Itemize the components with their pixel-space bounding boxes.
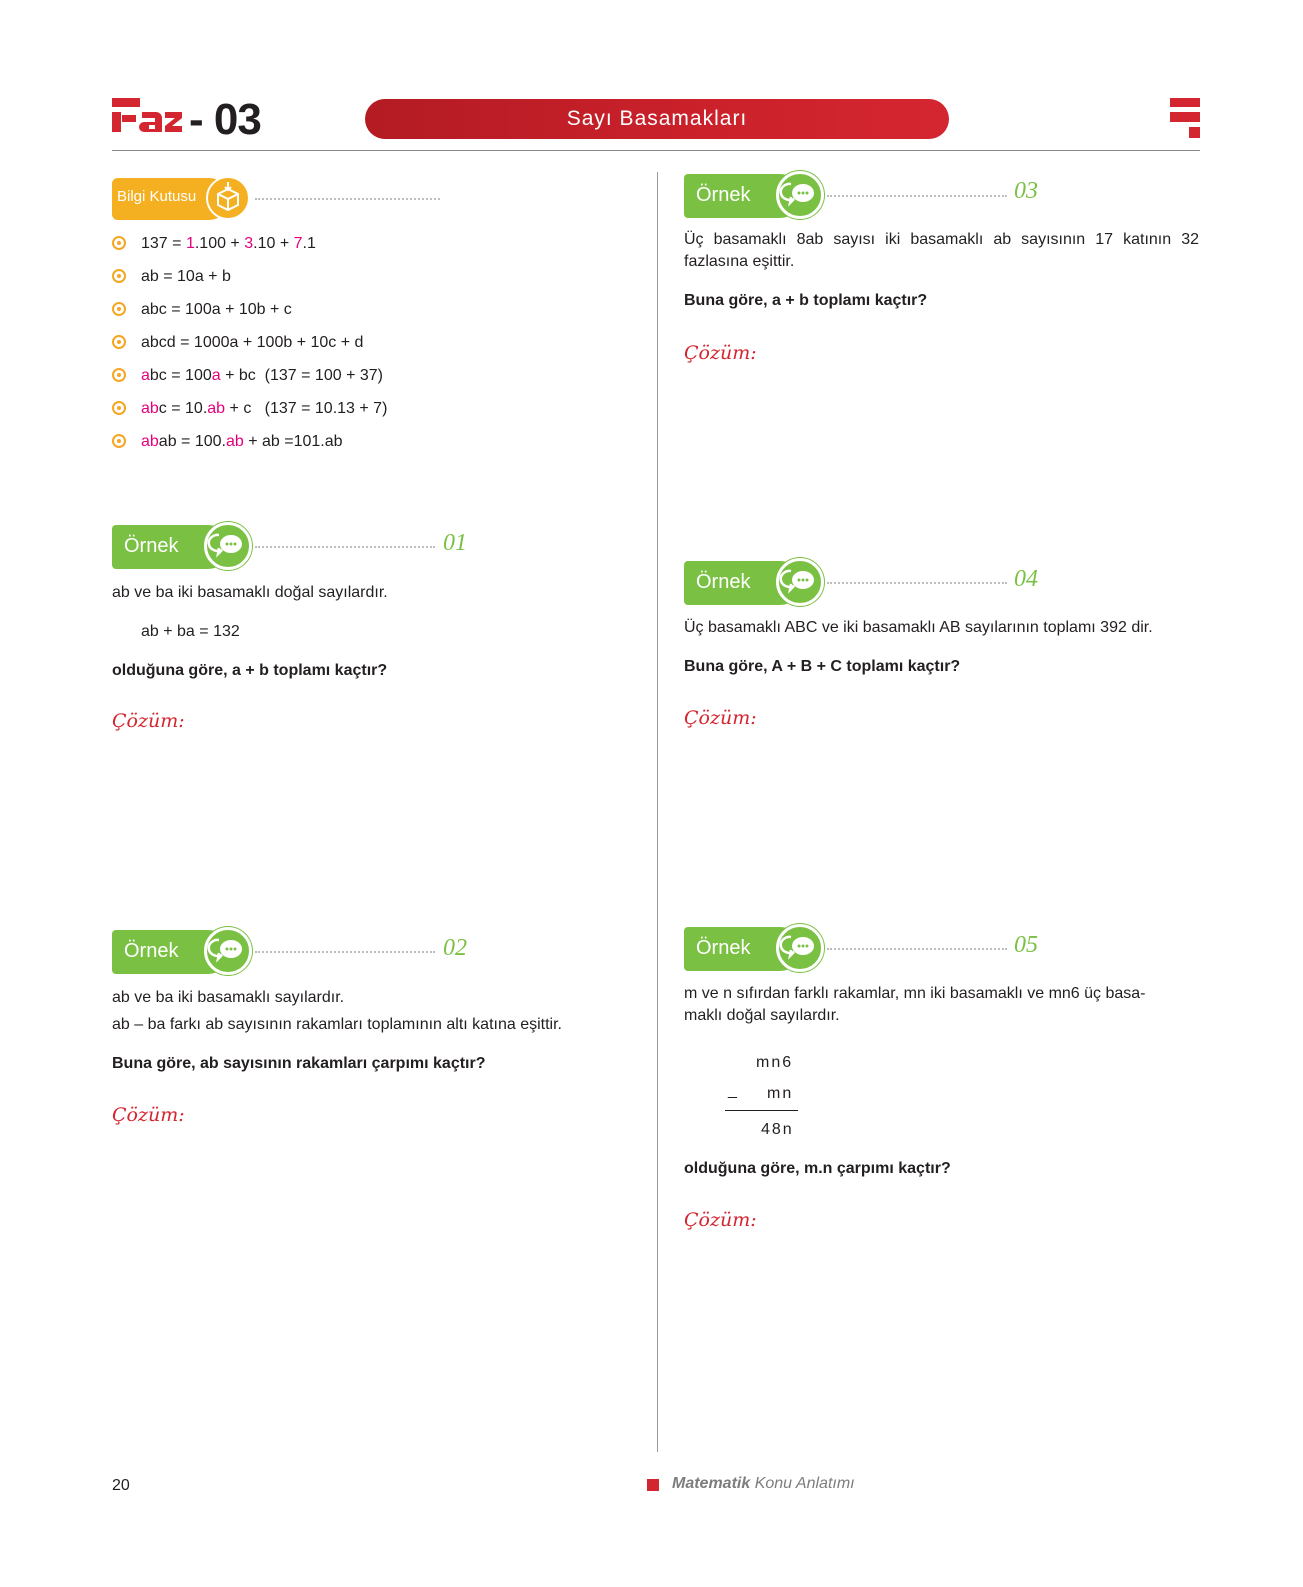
formula-text: abcd = 1000a + 100b + 10c + d — [141, 334, 364, 351]
dotted-line — [255, 951, 435, 953]
formula-text: abc = 100a + bc (137 = 100 + 37) — [141, 367, 383, 384]
cozum-label: Çözüm: — [112, 710, 185, 732]
bilgi-label: Bilgi Kutusu — [117, 188, 197, 205]
ornek-tag-02 — [112, 927, 250, 975]
example-question: Buna göre, A + B + C toplamı kaçtır? — [684, 658, 961, 675]
dotted-line — [827, 195, 1007, 197]
subtraction-middle: mn — [767, 1085, 794, 1102]
bilgi-kutusu-tag — [112, 176, 250, 222]
cozum-label: Çözüm: — [112, 1104, 185, 1126]
dotted-line — [255, 198, 440, 200]
bullet-icon — [112, 302, 126, 316]
column-divider — [657, 172, 658, 1452]
ornek-label: Örnek — [696, 571, 751, 593]
example-number: 01 — [443, 530, 467, 556]
book-title-rest: Konu Anlatımı — [750, 1475, 855, 1492]
example-question: olduğuna göre, a + b toplamı kaçtır? — [112, 662, 388, 679]
footer-square-icon — [647, 1479, 659, 1491]
ornek-tag-01 — [112, 522, 250, 570]
bullet-icon — [112, 434, 126, 448]
example-text: Üç basamaklı 8ab sayısı iki basamaklı ab sayısının 17 katının 32 fazlasına eşittir. — [684, 231, 1199, 270]
cozum-label: Çözüm: — [684, 342, 757, 364]
book-title-bold: Matematik — [672, 1475, 751, 1492]
speech-bubble-icon — [776, 171, 824, 219]
formula-text: abc = 100a + 10b + c — [141, 301, 292, 318]
bullet-icon — [112, 401, 126, 415]
formula-text: abc = 10.ab + c (137 = 10.13 + 7) — [141, 400, 388, 417]
cozum-label: Çözüm: — [684, 1209, 757, 1231]
example-text: m ve n sıfırdan farklı rakamlar, mn iki basamaklı ve mn6 üç basa- — [684, 985, 1146, 1002]
example-text: ab – ba farkı ab sayısının rakamları toplamının altı katına eşittir. — [112, 1016, 562, 1033]
box-icon — [206, 176, 250, 220]
bullet-icon — [112, 236, 126, 250]
corner-logo-icon — [1170, 98, 1200, 138]
example-number: 03 — [1014, 178, 1038, 204]
ornek-tag-04 — [684, 558, 822, 606]
example-equation: ab + ba = 132 — [141, 623, 240, 640]
example-text: maklı doğal sayılardır. — [684, 1007, 840, 1024]
subtraction-line — [725, 1110, 798, 1111]
example-number: 05 — [1014, 932, 1038, 958]
subtraction-result: 48n — [761, 1121, 794, 1138]
ornek-tag-05 — [684, 924, 822, 972]
page-number: 20 — [112, 1477, 130, 1494]
dotted-line — [827, 948, 1007, 950]
page-title: Sayı Basamakları — [365, 99, 949, 139]
faz-logo — [112, 98, 182, 138]
speech-bubble-icon — [776, 558, 824, 606]
speech-bubble-icon — [776, 924, 824, 972]
cozum-label: Çözüm: — [684, 707, 757, 729]
formula-text: ab = 10a + b — [141, 268, 231, 285]
section-number: - 03 — [189, 95, 261, 144]
book-title — [672, 1475, 855, 1493]
bullet-icon — [112, 269, 126, 283]
subtraction-top: mn6 — [756, 1054, 794, 1071]
example-question: Buna göre, ab sayısının rakamları çarpımı kaçtır? — [112, 1055, 486, 1072]
ornek-label: Örnek — [696, 184, 751, 206]
dotted-line — [827, 582, 1007, 584]
bullet-icon — [112, 368, 126, 382]
dotted-line — [255, 546, 435, 548]
ornek-label: Örnek — [124, 940, 179, 962]
bullet-icon — [112, 335, 126, 349]
speech-bubble-icon — [204, 522, 252, 570]
ornek-label: Örnek — [124, 535, 179, 557]
speech-bubble-icon — [204, 927, 252, 975]
example-question: olduğuna göre, m.n çarpımı kaçtır? — [684, 1160, 951, 1177]
ornek-tag-03 — [684, 171, 822, 219]
header-rule — [112, 150, 1200, 151]
formula-text: 137 = 1.100 + 3.10 + 7.1 — [141, 235, 316, 252]
example-number: 02 — [443, 935, 467, 961]
example-text: ab ve ba iki basamaklı doğal sayılardır. — [112, 584, 388, 601]
example-text: Üç basamaklı ABC ve iki basamaklı AB sayılarının toplamı 392 dir. — [684, 619, 1153, 636]
example-question: Buna göre, a + b toplamı kaçtır? — [684, 292, 928, 309]
minus-sign: _ — [728, 1082, 737, 1099]
example-number: 04 — [1014, 566, 1038, 592]
ornek-label: Örnek — [696, 937, 751, 959]
example-text: ab ve ba iki basamaklı sayılardır. — [112, 989, 345, 1006]
formula-text: abab = 100.ab + ab =101.ab — [141, 433, 343, 450]
